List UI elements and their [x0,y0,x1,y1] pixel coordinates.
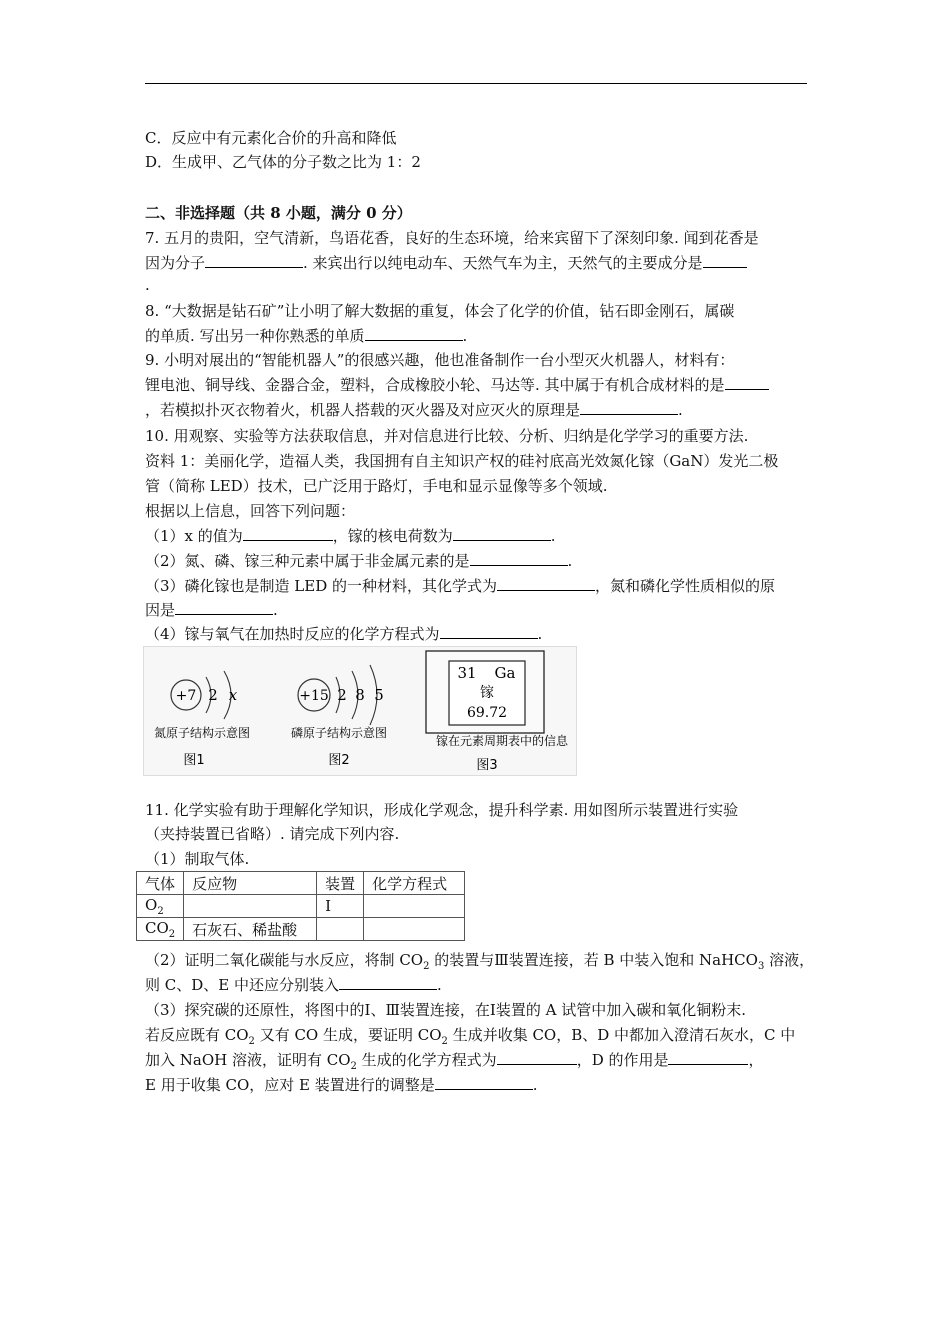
figure-caption: 氮原子结构示意图 [153,726,251,740]
table-cell-device[interactable] [317,918,364,941]
subscript: 2 [423,961,430,972]
figure-label: 图2 [328,753,350,768]
shell-electron-count: 8 [355,686,365,704]
answer-blank[interactable] [580,400,678,415]
table-row [137,918,465,941]
q9-text-b: ，若模拟扑灭衣物着火，机器人搭载的灭火器及对应灭火的原理是 [145,401,581,419]
q7-text-b: . 来宾出行以纯电动车、天然气车为主，天然气的主要成分是 [303,254,703,272]
answer-blank[interactable] [668,1050,748,1065]
figure-caption: 镓在元素周期表中的信息 [435,734,569,748]
figure-svg [144,647,576,775]
q7-line2 [145,253,747,273]
q10-p2-text-a: （2）氮、磷、镓三种元素中属于非金属元素的是 [145,552,470,570]
shell-electron-count: 2 [208,686,218,704]
answer-blank[interactable] [175,600,273,615]
answer-blank[interactable] [497,576,595,591]
table-cell-equation[interactable] [364,895,465,918]
q10-part3 [145,576,775,596]
q8-line2 [145,326,467,346]
q10-part2 [145,551,572,571]
atomic-number: 31 [457,664,477,682]
section-heading: 二、非选择题（共 8 小题，满分 0 分） [145,204,412,222]
q11-p3-text-c: 生成并收集 CO，B、D 中都加入澄清石灰水，C 中 [447,1026,796,1044]
table-cell-device: Ⅰ [317,895,364,918]
q11-p3-text-i: . [532,1076,538,1094]
q9-line1: 9. 小明对展出的“智能机器人”的很感兴趣，他也准备制作一台小型灭火机器人，材料有： [145,351,735,369]
gallium-periodic-cell [426,651,569,773]
q10-p3-text-d: . [273,601,278,619]
gas-formula: CO [145,918,169,937]
option-c: C．反应中有元素化合价的升高和降低 [145,129,397,147]
q11-part2 [145,950,814,977]
shell-electron-count: 5 [374,686,384,704]
header-rule [145,83,807,84]
subscript: 3 [757,961,765,972]
q10-p1-text-c: . [550,527,556,545]
q11-line1: 11. 化学实验有助于理解化学知识，形成化学观念，提升科学素. 用如图所示装置进行实验 [145,801,739,819]
subscript: 2 [248,1036,255,1047]
q10-line2: 资料 1：美丽化学，造福人类，我国拥有自主知识产权的硅衬底高光效氮化镓（GaN）发光二极 [145,452,779,470]
answer-blank[interactable] [470,551,568,566]
q7-text-a: 因为分子 [145,254,206,272]
q11-line3: （1）制取气体. [145,850,250,868]
table-cell-gas [137,895,184,918]
q10-p3-text-c: 因是 [145,601,176,619]
q11-part3-line2 [145,1025,795,1052]
phosphorus-atom-diagram [291,665,387,768]
shell-electron-count: 2 [337,686,347,704]
element-name: 镓 [480,685,494,701]
answer-blank[interactable] [497,1050,577,1065]
q10-p1-text-b: ，镓的核电荷数为 [332,527,453,545]
q10-p2-text-b: . [567,552,573,570]
subscript: 2 [350,1061,357,1072]
q11-p3-text-d: 加入 NaOH 溶液，证明有 CO [145,1051,351,1069]
q11-p3-text-g: ， [748,1051,764,1069]
answer-blank[interactable] [435,1075,533,1090]
q11-part2-cont [145,975,442,995]
table-header: 反应物 [184,872,317,895]
answer-blank[interactable] [440,624,538,639]
q10-line4: 根据以上信息，回答下列问题： [145,502,356,520]
q10-p1-text-a: （1）x 的值为 [145,527,243,545]
q11-part3: （3）探究碳的还原性，将图中的Ⅰ、Ⅲ装置连接，在Ⅰ装置的 A 试管中加入碳和氧化铜粉末. [145,1001,746,1019]
q11-part3-line4 [145,1075,538,1095]
q11-p3-text-b: 又有 CO 生成，要证明 CO [254,1026,442,1044]
q8-text-b: . [462,327,468,345]
table-header: 化学方程式 [364,872,465,895]
atomic-mass: 69.72 [466,705,508,721]
nucleus-charge: +7 [175,688,197,704]
q9-text-a: 锂电池、铜导线、金器合金，塑料，合成橡胶小轮、马达等. 其中属于有机合成材料的是 [145,376,725,394]
option-d: D．生成甲、乙气体的分子数之比为 1：2 [145,153,421,171]
q11-p2-text-c: 溶液， [764,951,815,969]
q10-p4-text-a: （4）镓与氧气在加热时反应的化学方程式为 [145,625,440,643]
table-row [137,895,465,918]
q11-p2-text-d: 则 C、D、E 中还应分别装入 [145,976,339,994]
q10-part3-cont [145,600,278,620]
table-header: 装置 [317,872,364,895]
nucleus-charge: +15 [299,688,329,704]
table-cell-equation[interactable] [364,918,465,941]
answer-blank[interactable] [243,526,333,541]
answer-blank[interactable] [453,526,551,541]
gas-preparation-table [136,871,465,941]
table-cell-gas [137,918,184,941]
q11-p3-text-f: ，D 的作用是 [576,1051,669,1069]
subscript: 2 [441,1036,448,1047]
q7-line1: 7. 五月的贵阳，空气清新，鸟语花香，良好的生态环境，给来宾留下了深刻印象. 闻到花香是 [145,229,759,247]
table-header: 气体 [137,872,184,895]
q8-line1: 8. “大数据是钻石矿”让小明了解大数据的重复，体会了化学的价值，钻石即金刚石，属碳 [145,302,735,320]
q11-p2-text-b: 的装置与Ⅲ装置连接，若 B 中装入饱和 NaHCO [429,951,758,969]
q9-line2 [145,375,769,395]
element-symbol: Ga [494,664,516,682]
q10-part4 [145,624,542,644]
answer-blank[interactable] [205,253,303,268]
q11-p3-text-h: E 用于收集 CO，应对 E 装置进行的调整是 [145,1076,435,1094]
figure-label: 图1 [183,753,205,768]
figure-label: 图3 [476,758,498,773]
table-header-row [137,872,465,895]
q10-p3-text-a: （3）磷化镓也是制造 LED 的一种材料，其化学式为 [145,577,498,595]
shell-electron-count: x [228,686,238,704]
q10-part1 [145,526,556,546]
q11-p3-text-e: 生成的化学方程式为 [356,1051,497,1069]
q8-text-a: 的单质. 写出另一种你熟悉的单质 [145,327,365,345]
answer-blank[interactable] [725,375,769,390]
q9-line3 [145,400,683,420]
answer-blank[interactable] [365,326,463,341]
nitrogen-atom-diagram [154,671,250,768]
subscript: 2 [157,905,164,917]
table-cell-reactant[interactable] [184,895,317,918]
q10-p4-text-b: . [537,625,543,643]
gas-formula: O [145,895,158,914]
q10-line3: 管（简称 LED）技术，已广泛用于路灯，手电和显示显像等多个领域. [145,477,608,495]
q9-text-c: . [678,401,683,419]
atom-structure-figure [143,646,577,776]
q11-part3-line3 [145,1050,764,1077]
q11-p3-text-a: 若反应既有 CO [145,1026,249,1044]
q11-p2-text-e: . [437,976,442,994]
figure-caption: 磷原子结构示意图 [290,726,388,740]
q10-line1: 10. 用观察、实验等方法获取信息，并对信息进行比较、分析、归纳是化学学习的重要方法. [145,427,749,445]
answer-blank[interactable] [703,253,747,268]
subscript: 2 [168,928,176,940]
q11-line2: （夹持装置已省略）. 请完成下列内容. [145,825,400,843]
q7-line3: . [145,276,150,294]
answer-blank[interactable] [339,975,437,990]
table-cell-reactant: 石灰石、稀盐酸 [184,918,317,941]
q10-p3-text-b: ，氮和磷化学性质相似的原 [595,577,776,595]
q11-p2-text-a: （2）证明二氧化碳能与水反应，将制 CO [145,951,424,969]
